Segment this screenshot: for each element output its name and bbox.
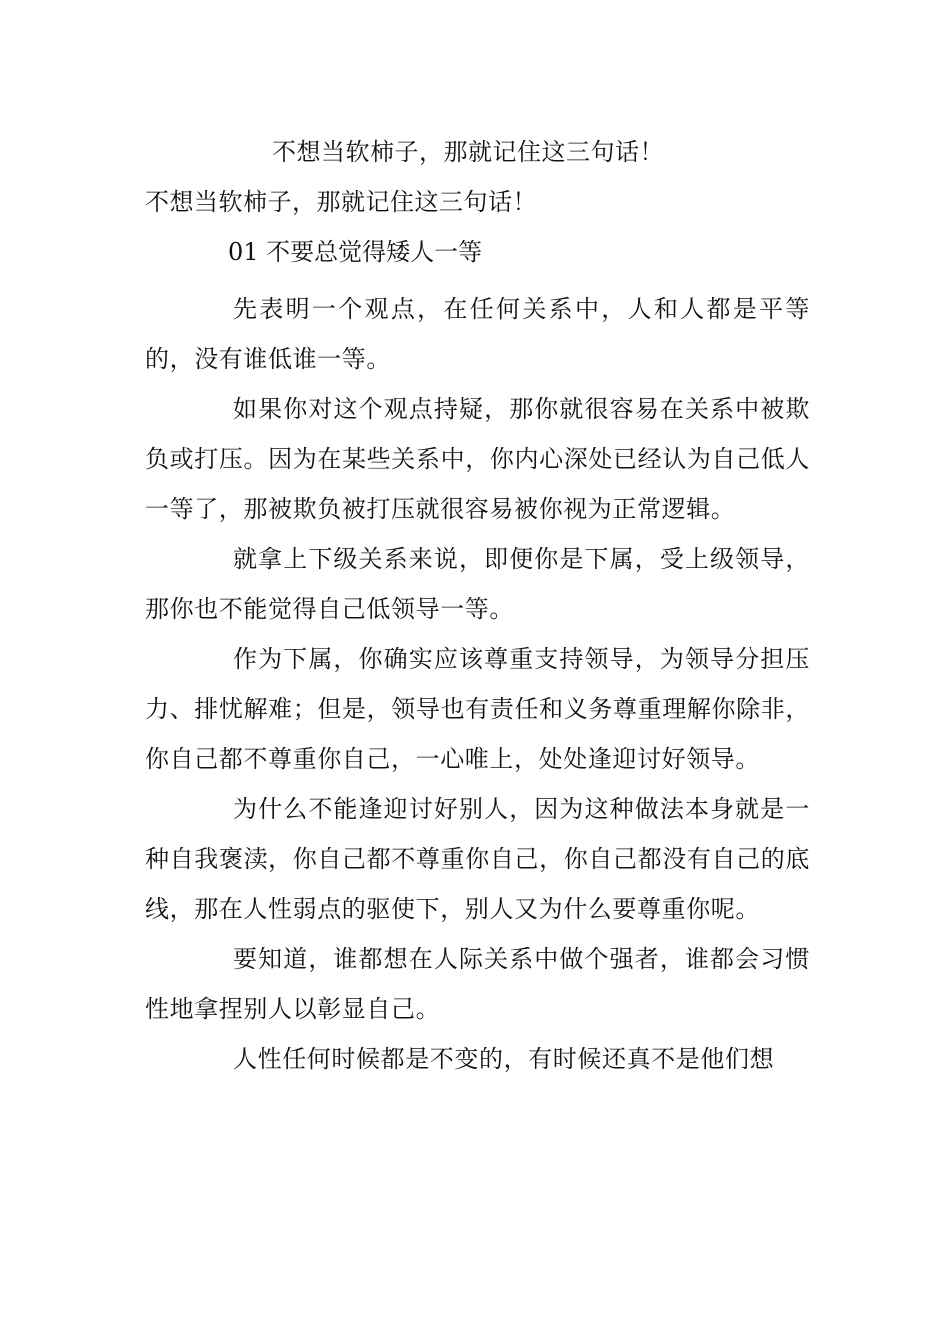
paragraph-7: 人性任何时候都是不变的，有时候还真不是他们想 <box>233 1045 775 1073</box>
paragraph-5: 为什么不能逢迎讨好别人，因为这种做法本身就是一种自我褒渎，你自己都不尊重你自己，你自己都没有自己的底线，那在人性弱点的驱使下，别人又为什么要尊重你呢。 <box>145 795 810 923</box>
paragraph-1: 先表明一个观点，在任何关系中，人和人都是平等的，没有谁低谁一等。 <box>145 295 810 373</box>
paragraph-3: 就拿上下级关系来说，即便你是下属，受上级领导，那你也不能觉得自己低领导一等。 <box>145 545 810 623</box>
body-text <box>145 284 810 1084</box>
paragraph-4: 作为下属，你确实应该尊重支持领导，为领导分担压力、排忧解难；但是，领导也有责任和义务尊重理解你除非，你自己都不尊重你自己，一心唯上，处处逢迎讨好领导。 <box>145 645 810 773</box>
document-subtitle: 不想当软柿子，那就记住这三句话！ <box>145 188 537 216</box>
paragraph-6: 要知道，谁都想在人际关系中做个强者，谁都会习惯性地拿捏别人以彰显自己。 <box>145 945 810 1023</box>
document-title: 不想当软柿子，那就记住这三句话！ <box>272 138 664 166</box>
section-heading: 01 不要总觉得矮人一等 <box>228 238 483 266</box>
paragraph-2: 如果你对这个观点持疑，那你就很容易在关系中被欺负或打压。因为在某些关系中，你内心深处已经认为自己低人一等了，那被欺负被打压就很容易被你视为正常逻辑。 <box>145 395 810 523</box>
